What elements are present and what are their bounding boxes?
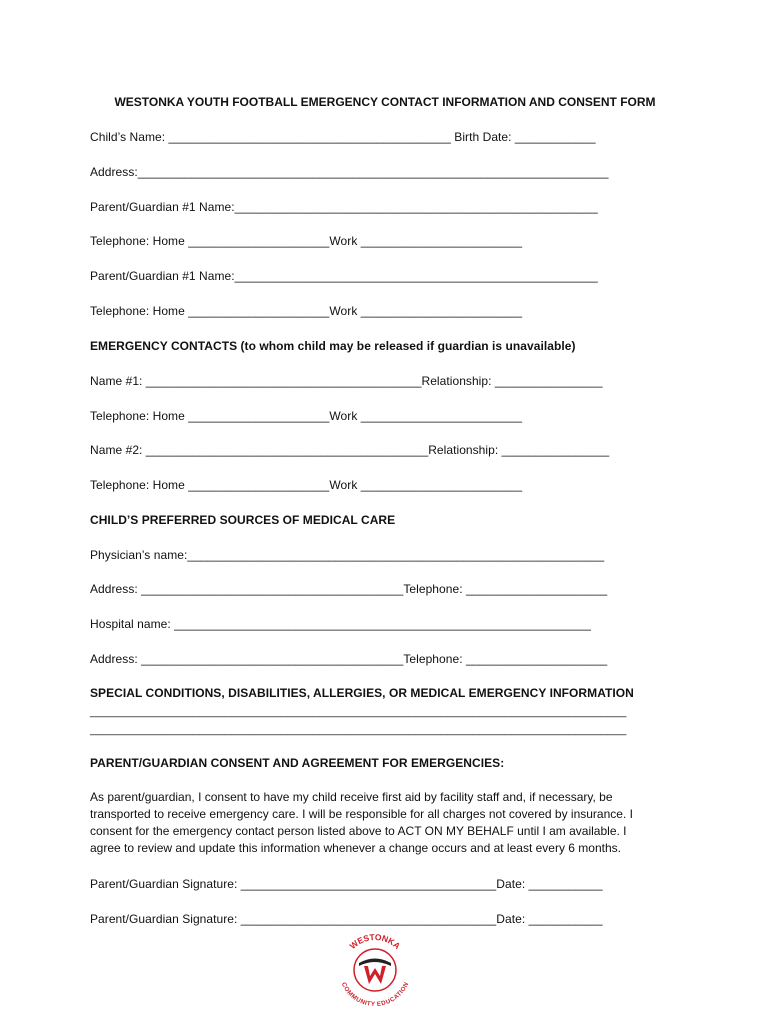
- special-conditions-heading: SPECIAL CONDITIONS, DISABILITIES, ALLERGIES, OR MEDICAL EMERGENCY INFORMATION: [90, 686, 634, 700]
- contact1-name-field[interactable]: Name #1: _________________________________________Relationship: ________________: [90, 374, 603, 388]
- consent-paragraph: [90, 789, 670, 857]
- guardian1-phone-field[interactable]: Telephone: Home _____________________Work ________________________: [90, 234, 523, 248]
- contact2-phone-field[interactable]: Telephone: Home _____________________Work ________________________: [90, 478, 523, 492]
- guardian2-phone-field[interactable]: Telephone: Home _____________________Work ________________________: [90, 304, 523, 318]
- westonka-logo: [335, 930, 415, 1010]
- contact1-phone-field[interactable]: Telephone: Home _____________________Work ________________________: [90, 409, 523, 423]
- hospital-address-field[interactable]: Address: _______________________________________Telephone: _____________________: [90, 652, 608, 666]
- logo-w-mark: [364, 966, 386, 984]
- emergency-contacts-heading: EMERGENCY CONTACTS (to whom child may be released if guardian is unavailable): [90, 339, 576, 353]
- guardian2-name-field[interactable]: Parent/Guardian #1 Name:______________________________________________________: [90, 269, 598, 283]
- signature-field-1[interactable]: Parent/Guardian Signature: ______________________________________Date: ___________: [90, 877, 603, 891]
- medical-care-heading: CHILD’S PREFERRED SOURCES OF MEDICAL CARE: [90, 513, 396, 527]
- physician-address-field[interactable]: Address: _______________________________________Telephone: _____________________: [90, 582, 608, 596]
- consent-line-3: consent for the emergency contact person listed above to ACT ON MY BEHALF until I am available. I: [90, 824, 627, 838]
- signature-field-2[interactable]: Parent/Guardian Signature: ______________________________________Date: ___________: [90, 912, 603, 926]
- logo-book-icon: [359, 959, 391, 967]
- hospital-name-field[interactable]: Hospital name: ______________________________________________________________: [90, 617, 591, 631]
- address-field[interactable]: Address:______________________________________________________________________: [90, 165, 609, 179]
- guardian1-name-field[interactable]: Parent/Guardian #1 Name:______________________________________________________: [90, 200, 598, 214]
- form-title: WESTONKA YOUTH FOOTBALL EMERGENCY CONTACT INFORMATION AND CONSENT FORM: [114, 95, 656, 109]
- consent-line-2: transported to receive emergency care. I will be responsible for all charges not covered by insurance. I: [90, 807, 633, 821]
- special-conditions-line-1[interactable]: ____________________________________________________________________________________: [90, 706, 627, 718]
- child-name-field[interactable]: Child’s Name: __________________________________________ Birth Date: ____________: [90, 130, 596, 144]
- consent-line-1: As parent/guardian, I consent to have my child receive first aid by facility staff and, if necessary, be: [90, 790, 613, 804]
- logo-top-text: WESTONKA: [347, 931, 403, 952]
- physician-name-field[interactable]: Physician’s name:______________________________________________________________: [90, 548, 605, 562]
- consent-line-4: agree to review and update this information whenever a change occurs and at least every 6 months.: [90, 841, 621, 855]
- special-conditions-line-2[interactable]: ____________________________________________________________________________________: [90, 724, 627, 736]
- contact2-name-field[interactable]: Name #2: __________________________________________Relationship: ________________: [90, 443, 610, 457]
- logo-bottom-text: COMMUNITY EDUCATION: [339, 981, 411, 1009]
- consent-heading: PARENT/GUARDIAN CONSENT AND AGREEMENT FOR EMERGENCIES:: [90, 756, 505, 770]
